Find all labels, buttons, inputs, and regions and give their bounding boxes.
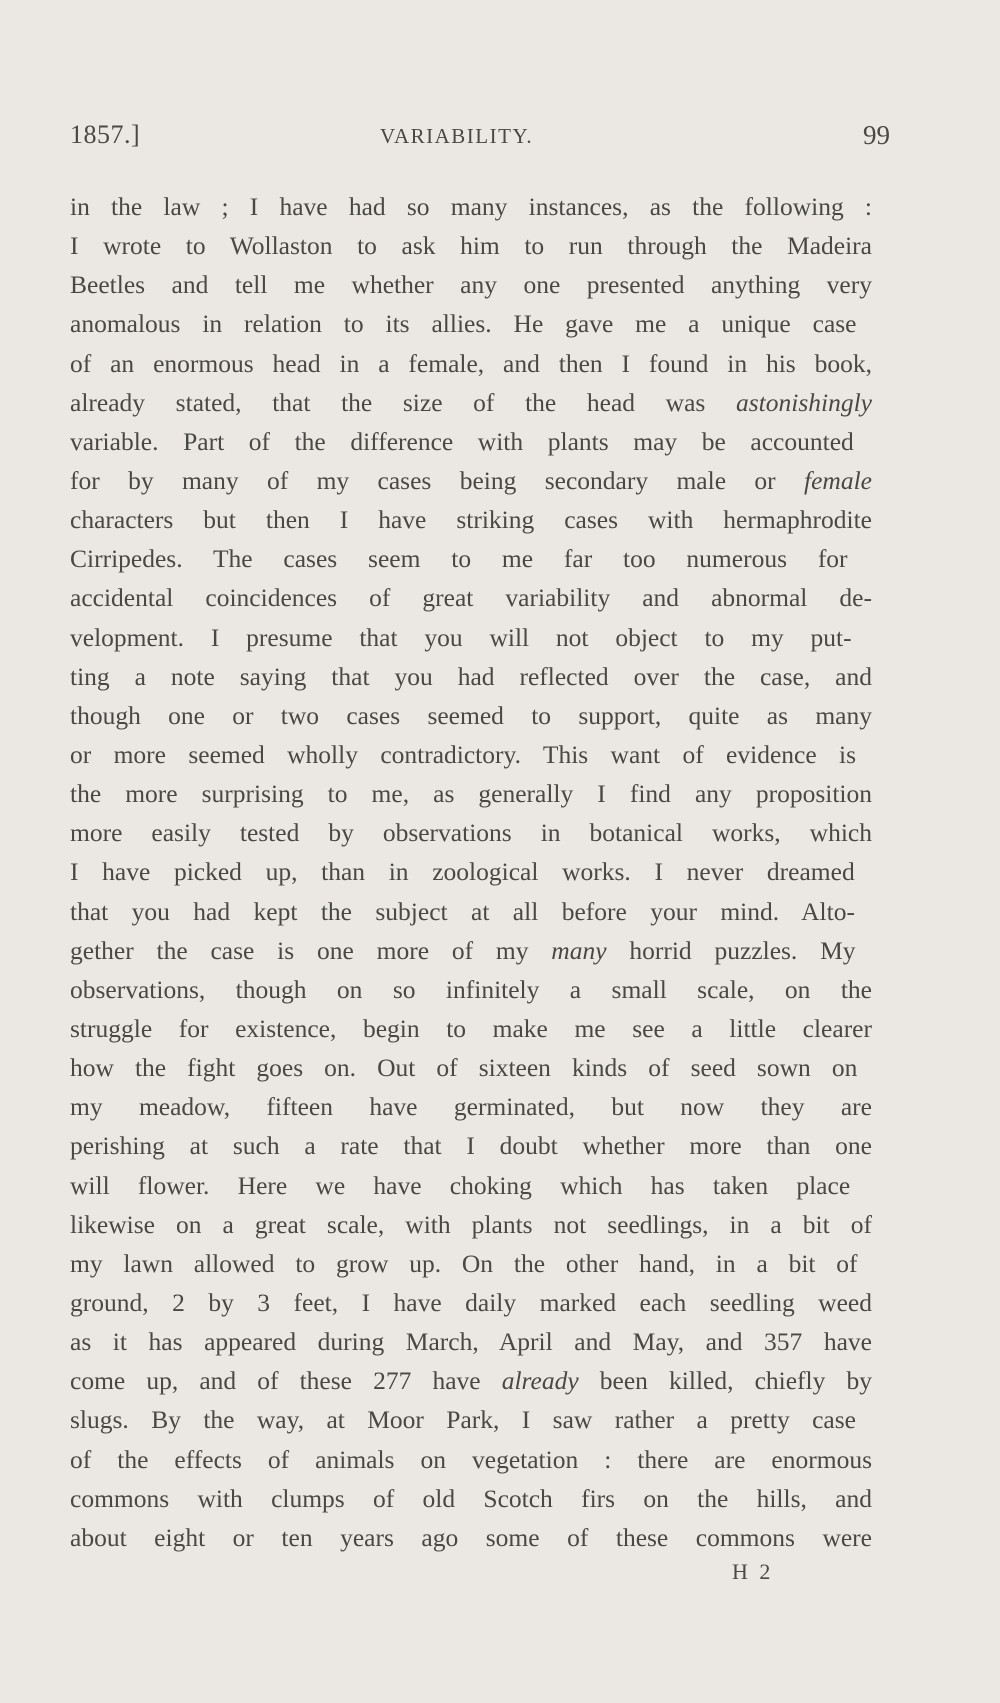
- text-line-content: [70, 970, 872, 1009]
- text-line: [70, 1244, 872, 1283]
- text-run: commons with clumps of old Scotch firs on the hills, and: [70, 1483, 872, 1513]
- text-line: [70, 1479, 872, 1518]
- body-text: [70, 187, 872, 1557]
- text-line-content: [70, 1205, 872, 1244]
- text-line-content: [70, 344, 872, 383]
- text-line: [70, 304, 872, 343]
- text-line: [70, 1166, 872, 1205]
- text-line-content: [70, 383, 872, 422]
- running-head-title: VARIABILITY.: [380, 124, 534, 148]
- page-number: 99: [863, 120, 890, 150]
- text-line: [70, 344, 872, 383]
- text-line-content: [70, 892, 855, 931]
- text-line: [70, 461, 872, 500]
- text-line-content: [70, 735, 856, 774]
- text-line: [70, 1440, 872, 1479]
- text-line-content: [70, 1361, 872, 1400]
- text-line-content: [70, 226, 872, 265]
- text-run: of an enormous head in a female, and then I found in his book,: [70, 348, 872, 378]
- text-line: [70, 931, 872, 970]
- text-line-content: [70, 265, 872, 304]
- text-line-content: [70, 304, 857, 343]
- text-run: the more surprising to me, as generally I find any proposition: [70, 779, 872, 809]
- text-run: in the law ; I have had so many instances, as the following :: [70, 192, 872, 221]
- text-line: [70, 852, 872, 891]
- text-run: variable. Part of the difference with plants may be accounted: [70, 426, 854, 456]
- text-line: [70, 265, 872, 304]
- text-line: [70, 500, 872, 539]
- italic-text: many: [551, 935, 607, 965]
- text-run: of the effects of animals on vegetation : there are enormous: [70, 1444, 872, 1474]
- text-line-content: [70, 500, 872, 539]
- text-line-content: [70, 1400, 856, 1439]
- text-line: [70, 813, 872, 852]
- text-run: that you had kept the subject at all before your mind. Alto-: [70, 896, 855, 926]
- italic-text: already: [501, 1366, 579, 1396]
- text-line-content: [70, 657, 872, 696]
- text-run: struggle for existence, begin to make me see a little clearer: [70, 1013, 872, 1043]
- text-run: for by many of my cases being secondary male or: [70, 465, 805, 495]
- text-line-content: [70, 1283, 872, 1322]
- text-line: [70, 1087, 872, 1126]
- text-line: [70, 1009, 872, 1048]
- text-run: about eight or ten years ago some of these commons were: [70, 1522, 872, 1552]
- text-line: [70, 1205, 872, 1244]
- text-line: [70, 657, 872, 696]
- text-run: perishing at such a rate that I doubt whether more than one: [70, 1131, 872, 1161]
- text-line-content: [70, 931, 856, 970]
- text-line-content: [70, 1518, 872, 1557]
- text-line-content: [70, 852, 855, 891]
- text-run: how the fight goes on. Out of sixteen kinds of seed sown on: [70, 1053, 858, 1083]
- text-run: more easily tested by observations in botanical works, which: [70, 818, 872, 848]
- text-line-content: [70, 774, 872, 813]
- text-line-content: [70, 1087, 872, 1126]
- text-line-content: [70, 1166, 850, 1205]
- text-line: [70, 892, 872, 931]
- text-line-content: [70, 1126, 872, 1165]
- text-line: [70, 970, 872, 1009]
- text-line-content: [70, 578, 872, 617]
- text-run: or more seemed wholly contradictory. This want of evidence is: [70, 739, 857, 769]
- text-line-content: [70, 1440, 872, 1479]
- text-line: [70, 735, 872, 774]
- text-line: [70, 1322, 872, 1361]
- text-run: ground, 2 by 3 feet, I have daily marked each seedling weed: [70, 1287, 872, 1317]
- text-line: [70, 1400, 872, 1439]
- text-run: I wrote to Wollaston to ask him to run through the Madeira: [70, 231, 872, 261]
- text-run: been killed, chiefly by: [578, 1366, 872, 1396]
- text-run: I have picked up, than in zoological works. I never dreamed: [70, 857, 855, 887]
- text-run: already stated, that the size of the head was: [70, 387, 736, 417]
- text-line: [70, 422, 872, 461]
- text-run: horrid puzzles. My: [606, 935, 856, 965]
- text-run: my meadow, fifteen have germinated, but now they are: [70, 1092, 872, 1122]
- text-run: Cirripedes. The cases seem to me far too numerous for: [70, 544, 848, 574]
- text-run: as it has appeared during March, April and May, and 357 have: [70, 1327, 872, 1357]
- text-run: Beetles and tell me whether any one presented anything very: [70, 270, 872, 300]
- text-line-content: [70, 461, 872, 500]
- text-run: observations, though on so infinitely a small scale, on the: [70, 974, 872, 1004]
- text-run: anomalous in relation to its allies. He gave me a unique case: [70, 309, 857, 339]
- text-line: [70, 696, 872, 735]
- text-line: [70, 226, 872, 265]
- text-line: [70, 578, 872, 617]
- text-run: my lawn allowed to grow up. On the other hand, in a bit of: [70, 1248, 858, 1278]
- text-line: [70, 1048, 872, 1087]
- text-line-content: [70, 813, 872, 852]
- text-run: characters but then I have striking cases with hermaphrodite: [70, 505, 872, 535]
- running-head: [70, 120, 890, 160]
- text-line-content: [70, 1009, 872, 1048]
- italic-text: female: [804, 465, 872, 495]
- text-line-content: [70, 539, 848, 578]
- text-line: [70, 1361, 872, 1400]
- text-run: accidental coincidences of great variability and abnormal de-: [70, 583, 872, 613]
- text-line-content: [70, 1322, 872, 1361]
- text-line: [70, 187, 872, 226]
- text-run: come up, and of these 277 have: [70, 1366, 502, 1396]
- text-line: [70, 1283, 872, 1322]
- italic-text: astonishingly: [735, 387, 872, 417]
- text-line: [70, 618, 872, 657]
- text-line: [70, 539, 872, 578]
- text-line-content: [70, 187, 872, 226]
- text-line: [70, 383, 872, 422]
- text-run: gether the case is one more of my: [70, 935, 552, 965]
- running-head-year: 1857.]: [70, 120, 141, 149]
- text-line: [70, 1126, 872, 1165]
- text-line-content: [70, 1479, 872, 1518]
- signature-mark: H 2: [732, 1559, 774, 1584]
- text-line-content: [70, 1048, 857, 1087]
- text-line-content: [70, 618, 852, 657]
- text-line-content: [70, 696, 872, 735]
- text-line-content: [70, 422, 854, 461]
- text-run: ting a note saying that you had reflected over the case, and: [70, 661, 872, 691]
- text-run: velopment. I presume that you will not object to my put-: [70, 622, 852, 652]
- text-line: [70, 1518, 872, 1557]
- text-line-content: [70, 1244, 858, 1283]
- text-run: though one or two cases seemed to support, quite as many: [70, 700, 872, 730]
- text-run: likewise on a great scale, with plants not seedlings, in a bit of: [70, 1209, 872, 1239]
- text-run: slugs. By the way, at Moor Park, I saw rather a pretty case: [70, 1405, 856, 1435]
- text-run: will flower. Here we have choking which has taken place: [70, 1170, 851, 1200]
- text-line: [70, 774, 872, 813]
